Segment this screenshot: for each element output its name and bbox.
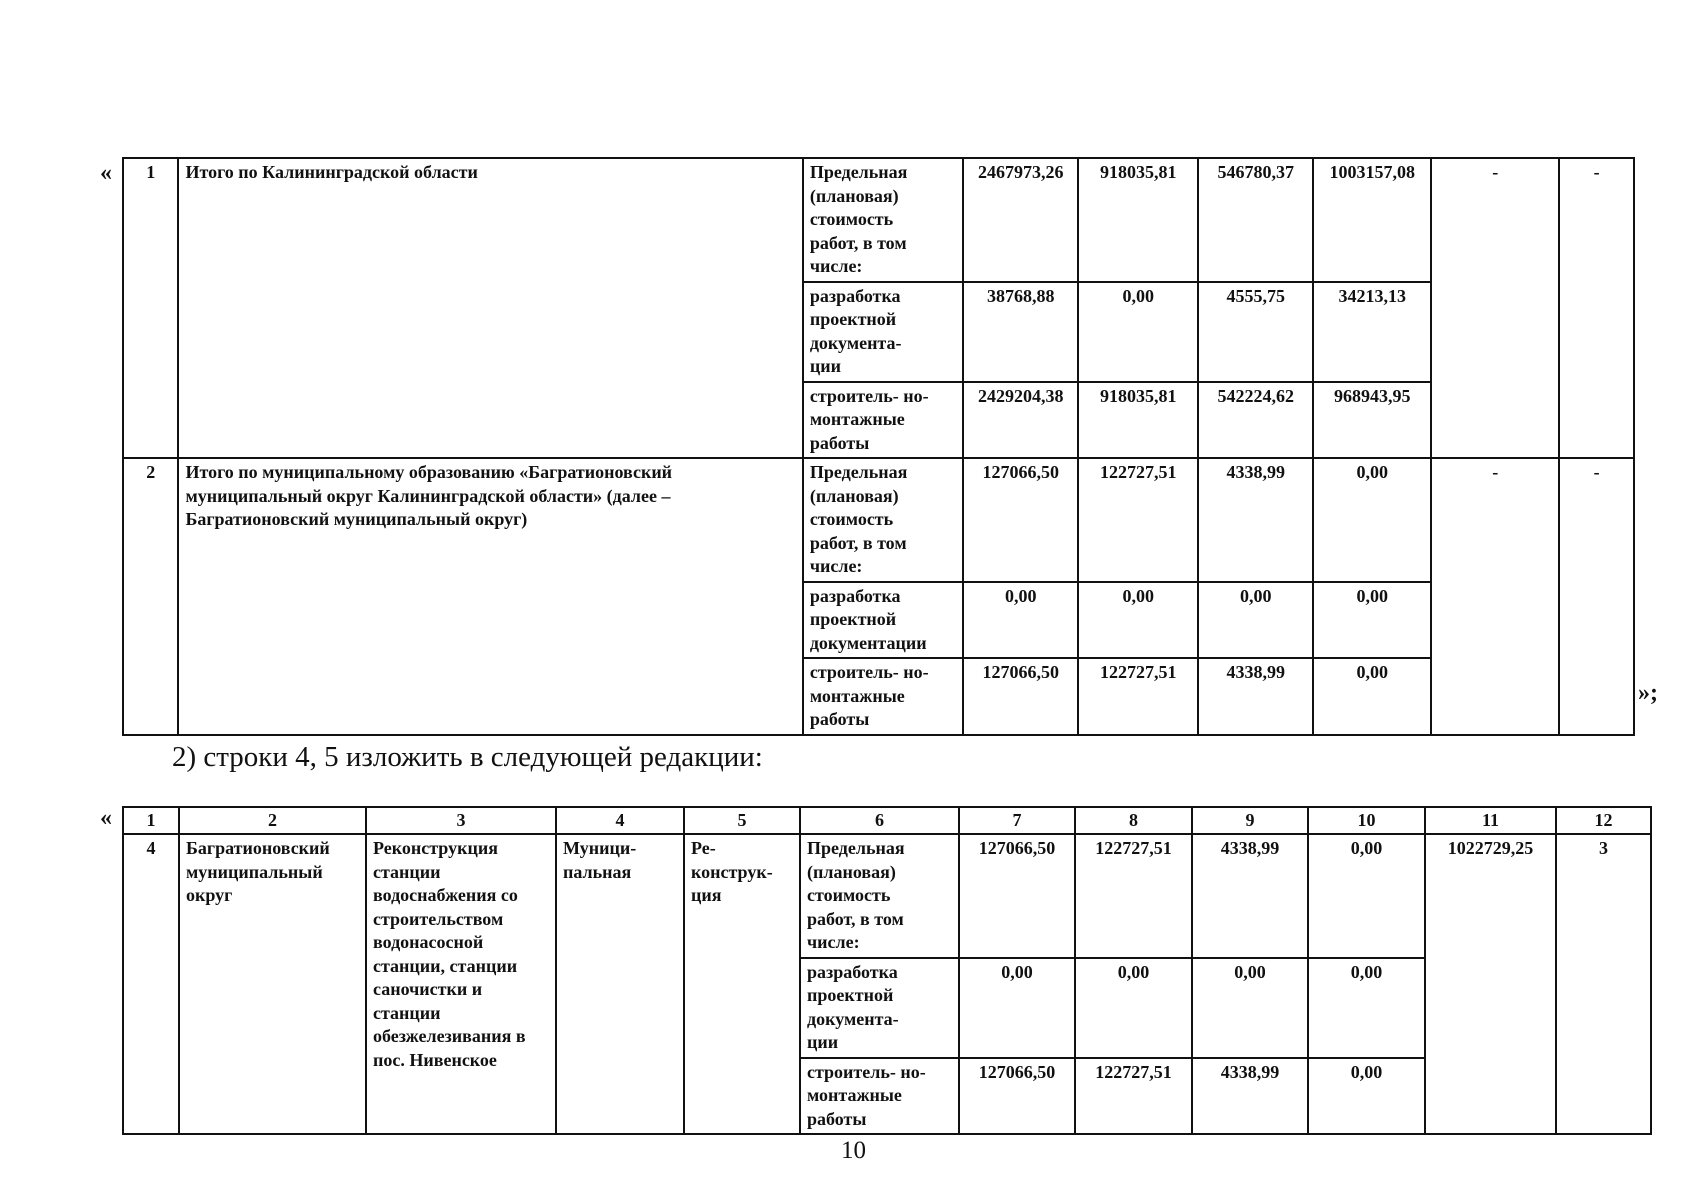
district-name: Багратионовский муниципальный округ [179, 834, 366, 1134]
column-header: 4 [556, 807, 684, 834]
value-col11: - [1431, 158, 1559, 458]
column-header: 7 [959, 807, 1075, 834]
value-col11: - [1431, 458, 1559, 735]
column-header: 3 [366, 807, 556, 834]
row-name: Итого по муниципальному образованию «Багратионовский муниципальный округ Калининградской области» (далее – Багратионовский муниципальный округ) [178, 458, 802, 735]
cost-label: Предельная (плановая) стоимость работ, в том числе: [803, 458, 963, 582]
value-col12: - [1559, 158, 1634, 458]
value-col8: 918035,81 [1078, 158, 1198, 282]
value-col10: 0,00 [1313, 658, 1431, 735]
column-header: 8 [1075, 807, 1192, 834]
totals-table [122, 157, 1635, 736]
value-col9: 0,00 [1192, 958, 1308, 1058]
value-col9: 4338,99 [1198, 458, 1313, 582]
cost-label: разработка проектной документа- ции [803, 282, 963, 382]
cost-label: строитель- но-монтажные работы [803, 658, 963, 735]
value-col8: 122727,51 [1078, 658, 1198, 735]
value-col10: 1003157,08 [1313, 158, 1431, 282]
value-col11: 1022729,25 [1425, 834, 1556, 1134]
value-col9: 4555,75 [1198, 282, 1313, 382]
value-col9: 542224,62 [1198, 382, 1313, 459]
value-col12: 3 [1556, 834, 1651, 1134]
value-col10: 0,00 [1313, 458, 1431, 582]
value-col7: 2429204,38 [963, 382, 1078, 459]
value-col10: 34213,13 [1313, 282, 1431, 382]
value-col9: 546780,37 [1198, 158, 1313, 282]
object-name: Реконструкция станции водоснабжения со строительством водонасосной станции, станции саночистки и станции обезжелезивания в пос. Нивенское [366, 834, 556, 1134]
value-col8: 0,00 [1078, 582, 1198, 659]
value-col7: 127066,50 [959, 1058, 1075, 1135]
close-quote-1: »; [1638, 680, 1658, 706]
column-header: 2 [179, 807, 366, 834]
value-col8: 0,00 [1078, 282, 1198, 382]
row-number: 4 [123, 834, 179, 1134]
value-col10: 0,00 [1308, 958, 1425, 1058]
column-header: 1 [123, 807, 179, 834]
cost-label: Предельная (плановая) стоимость работ, в том числе: [803, 158, 963, 282]
value-col9: 0,00 [1198, 582, 1313, 659]
cost-label: строитель- но-монтажные работы [800, 1058, 959, 1135]
value-col8: 0,00 [1075, 958, 1192, 1058]
cost-label: разработка проектной документа- ции [800, 958, 959, 1058]
column-header: 11 [1425, 807, 1556, 834]
row-number: 2 [123, 458, 178, 735]
value-col7: 127066,50 [963, 458, 1078, 582]
value-col10: 0,00 [1308, 1058, 1425, 1135]
open-quote-2: « [100, 805, 112, 831]
value-col7: 127066,50 [959, 834, 1075, 958]
value-col8: 122727,51 [1078, 458, 1198, 582]
column-header: 9 [1192, 807, 1308, 834]
column-header: 12 [1556, 807, 1651, 834]
row-number: 1 [123, 158, 178, 458]
value-col9: 4338,99 [1192, 834, 1308, 958]
column-header: 6 [800, 807, 959, 834]
value-col7: 127066,50 [963, 658, 1078, 735]
cost-label: Предельная (плановая) стоимость работ, в том числе: [800, 834, 959, 958]
table-row [123, 158, 1634, 282]
value-col8: 918035,81 [1078, 382, 1198, 459]
value-col10: 968943,95 [1313, 382, 1431, 459]
value-col7: 0,00 [963, 582, 1078, 659]
column-header: 5 [684, 807, 800, 834]
value-col10: 0,00 [1308, 834, 1425, 958]
ownership-form: Муници- пальная [556, 834, 684, 1134]
value-col8: 122727,51 [1075, 834, 1192, 958]
value-col7: 38768,88 [963, 282, 1078, 382]
table-row [123, 834, 1651, 958]
cost-label: разработка проектной документации [803, 582, 963, 659]
column-header: 10 [1308, 807, 1425, 834]
value-col8: 122727,51 [1075, 1058, 1192, 1135]
page-number: 10 [841, 1137, 866, 1164]
header-row [123, 807, 1651, 834]
cost-label: строитель- но-монтажные работы [803, 382, 963, 459]
work-type: Ре- конструк- ция [684, 834, 800, 1134]
row-name: Итого по Калининградской области [178, 158, 802, 458]
value-col12: - [1559, 458, 1634, 735]
value-col7: 2467973,26 [963, 158, 1078, 282]
value-col7: 0,00 [959, 958, 1075, 1058]
value-col9: 4338,99 [1192, 1058, 1308, 1135]
value-col10: 0,00 [1313, 582, 1431, 659]
table-row [123, 458, 1634, 582]
rows-table [122, 806, 1652, 1135]
open-quote-1: « [100, 160, 112, 186]
instruction-heading: 2) строки 4, 5 изложить в следующей редакции: [172, 741, 763, 773]
value-col9: 4338,99 [1198, 658, 1313, 735]
